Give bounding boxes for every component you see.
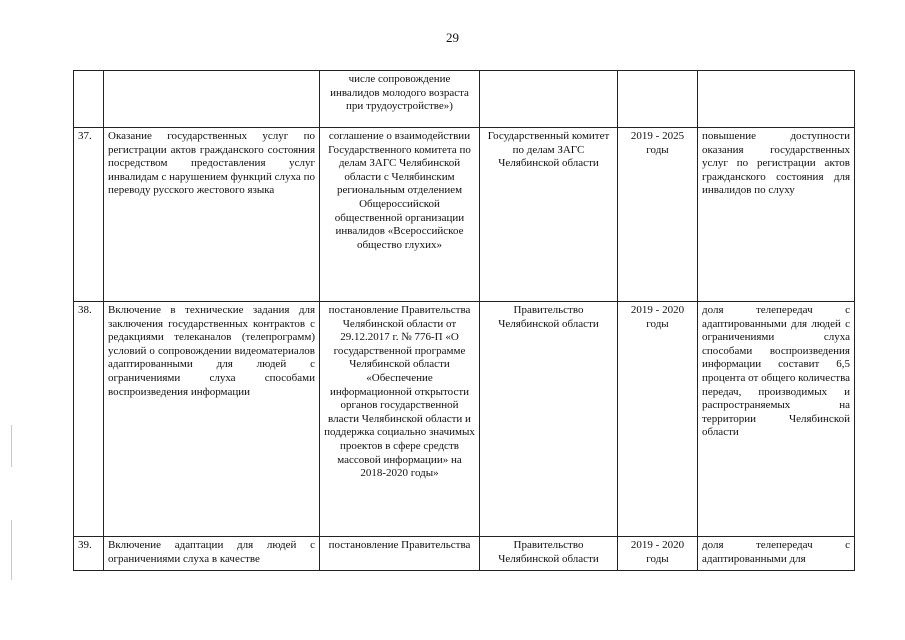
margin-scan-mark xyxy=(11,425,12,467)
executor-cell xyxy=(480,71,618,128)
document-cell: постановление Правительства Челябинской области от 29.12.2017 г. № 776-П «О государственной программе Челябинской области «Обеспечение информационной открытости органов государственной власти Челябинской области и поддержка социально значимых проектов в сфере средств массовой информации» на 2018-2020 годы» xyxy=(320,302,480,537)
measures-table xyxy=(73,70,855,571)
row-number: 38. xyxy=(74,302,104,537)
activity-cell: Оказание государственных услуг по регистрации актов гражданского состояния посредством предоставления услуг инвалидам с нарушением функций слуха по переводу русского жестового языка xyxy=(104,128,320,302)
margin-scan-mark xyxy=(11,520,12,580)
indicator-cell: доля телепередач с адаптированными для людей с ограничениями слуха способами воспроизведения информации составит 6,5 процента от общего количества передач, производимых и распространяемых на территории Челябинской области xyxy=(698,302,855,537)
term-cell: 2019 - 2020 годы xyxy=(618,537,698,571)
executor-cell: Правительство Челябинской области xyxy=(480,302,618,537)
activity-cell: Включение в технические задания для заключения государственных контрактов с редакциями телеканалов (телепрограмм) условий о сопровождении видеоматериалов адаптированными для людей с ограничениями слуха способами воспроизведения информации xyxy=(104,302,320,537)
row-number: 37. xyxy=(74,128,104,302)
document-cell: соглашение о взаимодействии Государственного комитета по делам ЗАГС Челябинской области с Челябинским региональным отделением Общероссийской общественной организации инвалидов «Всероссийское общество глухих» xyxy=(320,128,480,302)
document-cell: постановление Правительства xyxy=(320,537,480,571)
table-row xyxy=(74,128,855,302)
term-cell: 2019 - 2025 годы xyxy=(618,128,698,302)
table-row-continuation xyxy=(74,71,855,128)
table-row xyxy=(74,302,855,537)
indicator-cell xyxy=(698,71,855,128)
term-cell xyxy=(618,71,698,128)
page-number: 29 xyxy=(446,30,459,45)
document-cell: числе сопровождение инвалидов молодого возраста при трудоустройстве») xyxy=(320,71,480,128)
term-cell: 2019 - 2020 годы xyxy=(618,302,698,537)
activity-cell xyxy=(104,71,320,128)
activity-cell: Включение адаптации для людей с ограничениями слуха в качестве xyxy=(104,537,320,571)
indicator-cell: доля телепередач с адаптированными для xyxy=(698,537,855,571)
indicator-cell: повышение доступности оказания государственных услуг по регистрации актов гражданского состояния для инвалидов по слуху xyxy=(698,128,855,302)
table-row xyxy=(74,537,855,571)
executor-cell: Государственный комитет по делам ЗАГС Челябинской области xyxy=(480,128,618,302)
executor-cell: Правительство Челябинской области xyxy=(480,537,618,571)
row-number: 39. xyxy=(74,537,104,571)
row-number xyxy=(74,71,104,128)
